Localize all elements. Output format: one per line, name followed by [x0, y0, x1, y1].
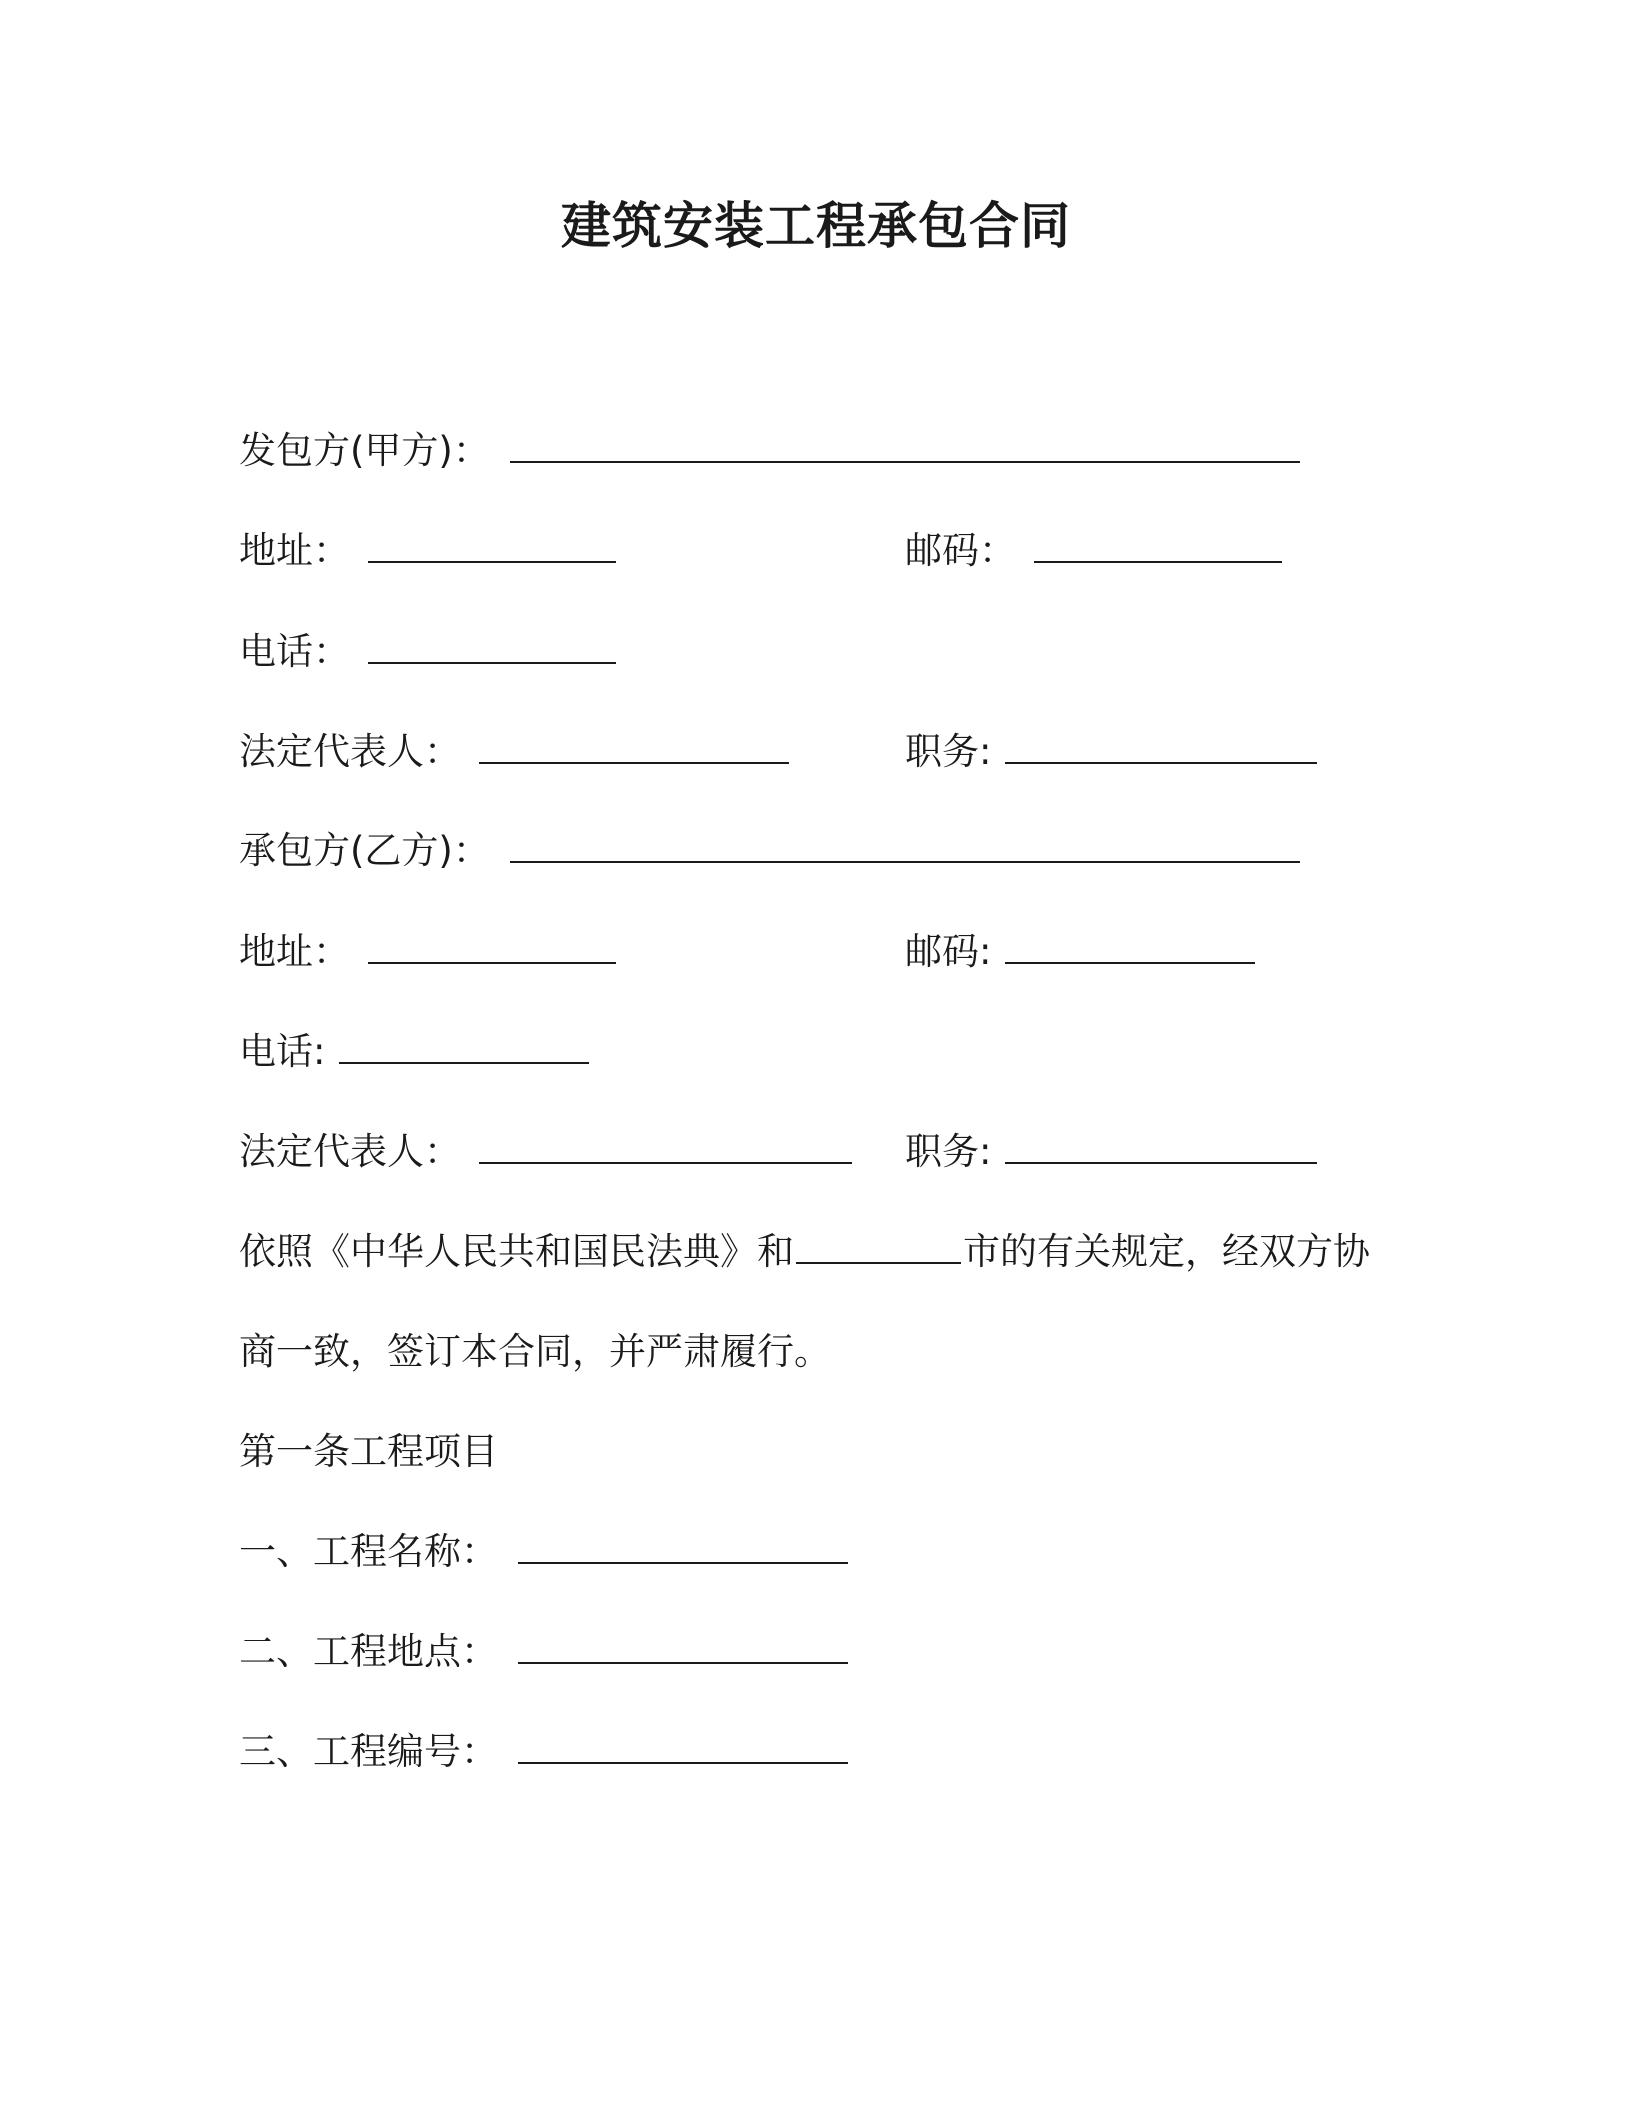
article-1-heading: [239, 1427, 498, 1477]
document-title: 建筑安装工程承包合同: [561, 197, 1071, 255]
party-b-phone-field[interactable]: [339, 1030, 589, 1064]
party-a-position-row: [905, 727, 1317, 777]
party-a-row: [239, 426, 1300, 476]
party-b-postcode-row: [905, 927, 1255, 977]
party-a-postcode-label: 邮码：: [905, 529, 1016, 572]
party-b-legal-rep-row: [239, 1127, 852, 1177]
party-a-address-row: [239, 526, 616, 576]
party-a-postcode-field[interactable]: [1034, 529, 1282, 563]
project-location-row: [239, 1627, 848, 1677]
party-a-legal-rep-field[interactable]: [479, 730, 789, 764]
party-b-legal-rep-label: 法定代表人：: [239, 1130, 461, 1173]
party-a-phone-row: [239, 627, 616, 677]
preamble-text-3: 商一致，签订本合同，并严肃履行。: [239, 1330, 831, 1373]
party-b-phone-label: 电话:: [239, 1030, 326, 1073]
party-b-postcode-label: 邮码:: [905, 930, 992, 973]
party-a-position-label: 职务:: [905, 730, 992, 773]
project-number-field[interactable]: [518, 1730, 848, 1764]
party-b-name-field[interactable]: [510, 829, 1300, 863]
party-a-legal-rep-label: 法定代表人：: [239, 730, 461, 773]
preamble-line-1: [239, 1227, 1370, 1277]
project-name-label: 一、工程名称：: [239, 1530, 498, 1573]
party-a-position-field[interactable]: [1005, 730, 1317, 764]
party-a-legal-rep-row: [239, 727, 789, 777]
project-number-label: 三、工程编号：: [239, 1730, 498, 1773]
party-b-legal-rep-field[interactable]: [479, 1130, 852, 1164]
party-a-address-label: 地址：: [239, 529, 350, 572]
party-b-address-field[interactable]: [368, 930, 616, 964]
project-name-row: [239, 1527, 848, 1577]
party-a-postcode-row: [905, 526, 1282, 576]
project-location-label: 二、工程地点：: [239, 1630, 498, 1673]
party-a-label: 发包方(甲方)：: [239, 429, 490, 472]
project-name-field[interactable]: [518, 1530, 848, 1564]
party-b-position-label: 职务:: [905, 1130, 992, 1173]
preamble-line-2: [239, 1327, 831, 1377]
party-b-row: [239, 826, 1300, 876]
project-number-row: [239, 1727, 848, 1777]
preamble-text-1: 依照《中华人民共和国民法典》和: [239, 1230, 794, 1273]
party-b-phone-row: [239, 1027, 589, 1077]
article-1-heading-text: 第一条工程项目: [239, 1430, 498, 1473]
project-location-field[interactable]: [518, 1630, 848, 1664]
city-field[interactable]: [796, 1230, 961, 1264]
party-b-address-row: [239, 927, 616, 977]
party-a-address-field[interactable]: [368, 529, 616, 563]
preamble-text-2: 市的有关规定，经双方协: [963, 1230, 1370, 1273]
party-b-position-field[interactable]: [1005, 1130, 1317, 1164]
party-b-label: 承包方(乙方)：: [239, 829, 490, 872]
party-b-position-row: [905, 1127, 1317, 1177]
party-a-name-field[interactable]: [510, 429, 1300, 463]
party-a-phone-label: 电话：: [239, 630, 350, 673]
party-b-address-label: 地址：: [239, 930, 350, 973]
party-a-phone-field[interactable]: [368, 630, 616, 664]
party-b-postcode-field[interactable]: [1005, 930, 1255, 964]
